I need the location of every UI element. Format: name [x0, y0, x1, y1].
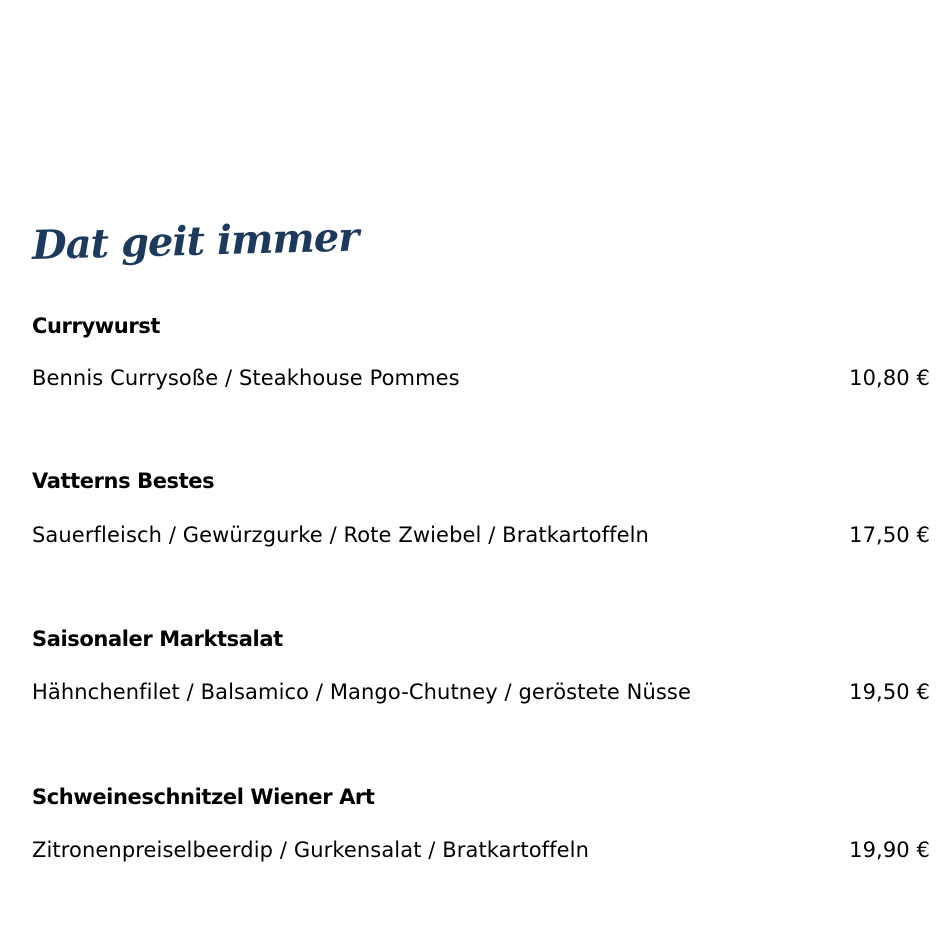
item-name: Schweineschnitzel Wiener Art — [32, 785, 375, 809]
item-price: 19,90 € — [849, 838, 930, 862]
item-name: Vatterns Bestes — [32, 469, 215, 493]
item-description: Sauerfleisch / Gewürzgurke / Rote Zwiebel / Bratkartoffeln — [32, 523, 649, 547]
item-price: 10,80 € — [849, 366, 930, 390]
item-name: Saisonaler Marktsalat — [32, 627, 283, 651]
item-price: 19,50 € — [849, 680, 930, 704]
item-description: Hähnchenfilet / Balsamico / Mango-Chutney / geröstete Nüsse — [32, 680, 691, 704]
item-description: Zitronenpreiselbeerdip / Gurkensalat / Bratkartoffeln — [32, 838, 590, 862]
item-name: Currywurst — [32, 314, 161, 338]
item-description: Bennis Currysoße / Steakhouse Pommes — [32, 366, 460, 390]
menu-title: Dat geit immer — [31, 213, 359, 269]
item-price: 17,50 € — [849, 523, 930, 547]
